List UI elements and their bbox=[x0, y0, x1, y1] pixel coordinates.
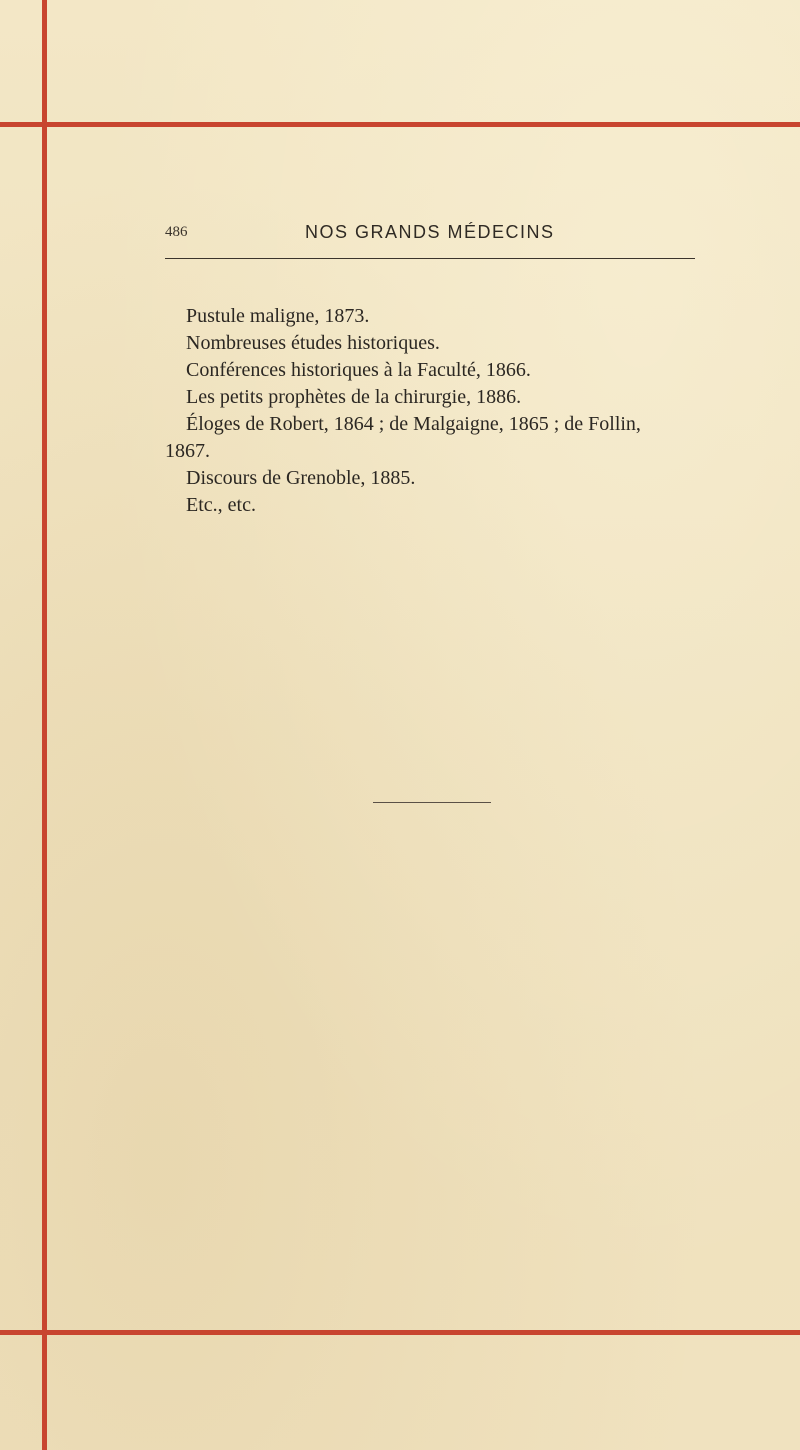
body-text bbox=[165, 303, 710, 519]
end-of-text-rule bbox=[373, 802, 491, 803]
page-number: 486 bbox=[165, 224, 188, 240]
text-line: Pustule maligne, 1873. bbox=[186, 305, 370, 327]
text-line: Etc., etc. bbox=[186, 494, 256, 516]
running-head bbox=[165, 222, 695, 248]
bottom-margin-rule bbox=[0, 1330, 800, 1335]
running-title: NOS GRANDS MÉDECINS bbox=[305, 222, 555, 242]
text-line: 1867. bbox=[165, 440, 210, 462]
text-line: Les petits prophètes de la chirurgie, 1886. bbox=[186, 386, 522, 408]
left-margin-rule bbox=[42, 0, 47, 1450]
text-line: Conférences historiques à la Faculté, 1866. bbox=[186, 359, 531, 381]
text-line: Nombreuses études historiques. bbox=[186, 332, 440, 354]
text-line: Discours de Grenoble, 1885. bbox=[186, 467, 416, 489]
header-rule bbox=[165, 258, 695, 259]
top-margin-rule bbox=[0, 122, 800, 127]
text-line: Éloges de Robert, 1864 ; de Malgaigne, 1865 ; de Follin, bbox=[186, 413, 641, 435]
